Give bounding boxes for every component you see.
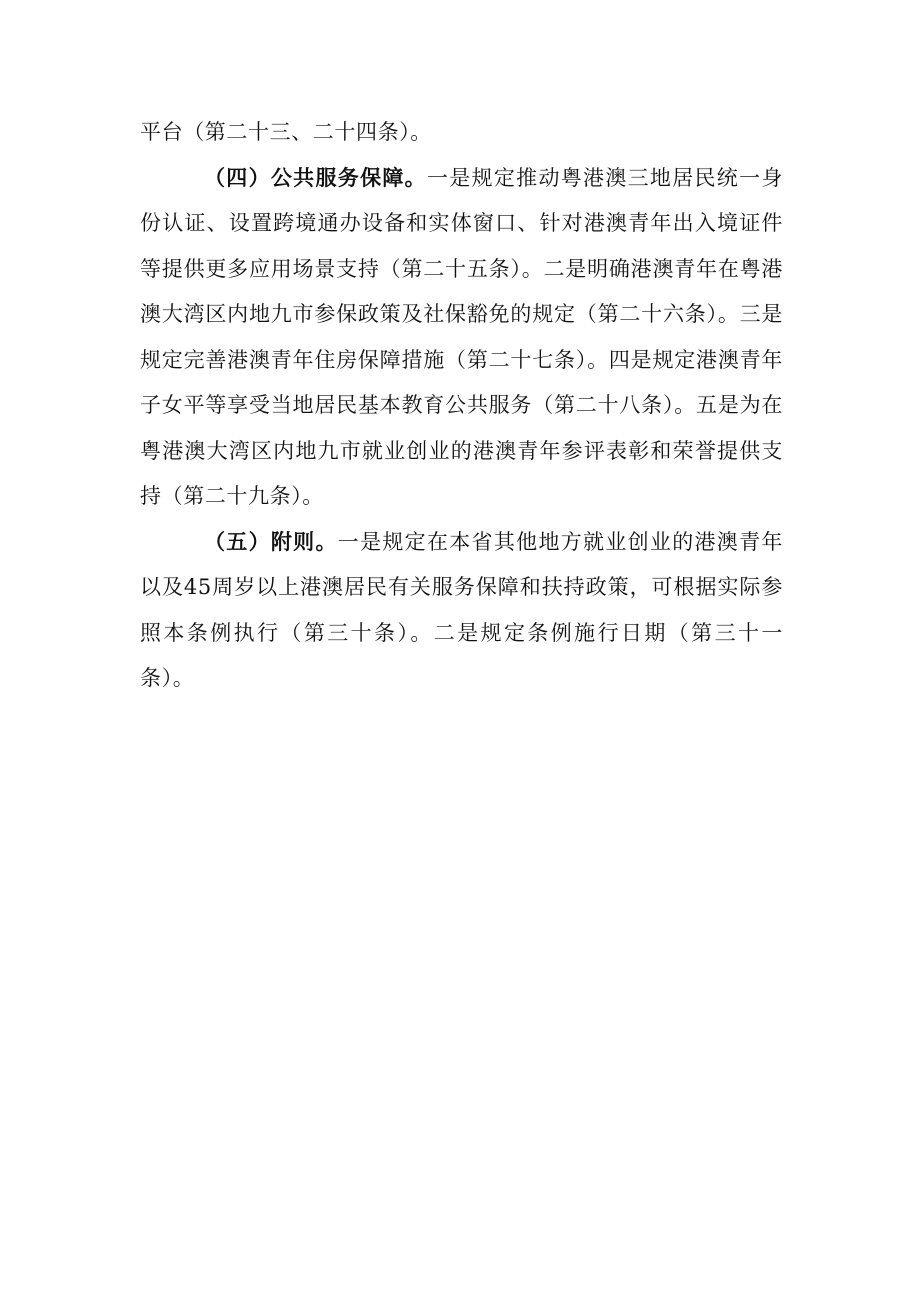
paragraph-body: 平台（第二十三、二十四条）。: [140, 120, 432, 144]
section-heading: （四）公共服务保障。: [204, 165, 427, 190]
paragraph-body: 一是规定推动粤港澳三地居民统一身份认证、设置跨境通办设备和实体窗口、针对港澳青年出入境证件等提供更多应用场景支持（第二十五条）。二是明确港澳青年在粤港澳大湾区内地九市参保政策及社保豁免的规定（第二十六条）。三是规定完善港澳青年住房保障措施（第二十七条）。四是规定港澳青年子女平等享受当地居民基本教育公共服务（第二十八条）。五是为在粤港澳大湾区内地九市就业创业的港澳青年参评表彰和荣誉提供支持（第二十九条）。: [140, 165, 784, 508]
section-heading: （五）附则。: [204, 529, 338, 554]
paragraph-body: 一是规定在本省其他地方就业创业的港澳青年以及45周岁以上港澳居民有关服务保障和扶持政策，可根据实际参照本条例执行（第三十条）。二是规定条例施行日期（第三十一条）。: [140, 529, 783, 690]
paragraph-supplementary: [140, 520, 783, 702]
paragraph-continuation: [140, 110, 783, 156]
paragraph-public-service: [140, 156, 783, 520]
document-body: [140, 110, 783, 702]
